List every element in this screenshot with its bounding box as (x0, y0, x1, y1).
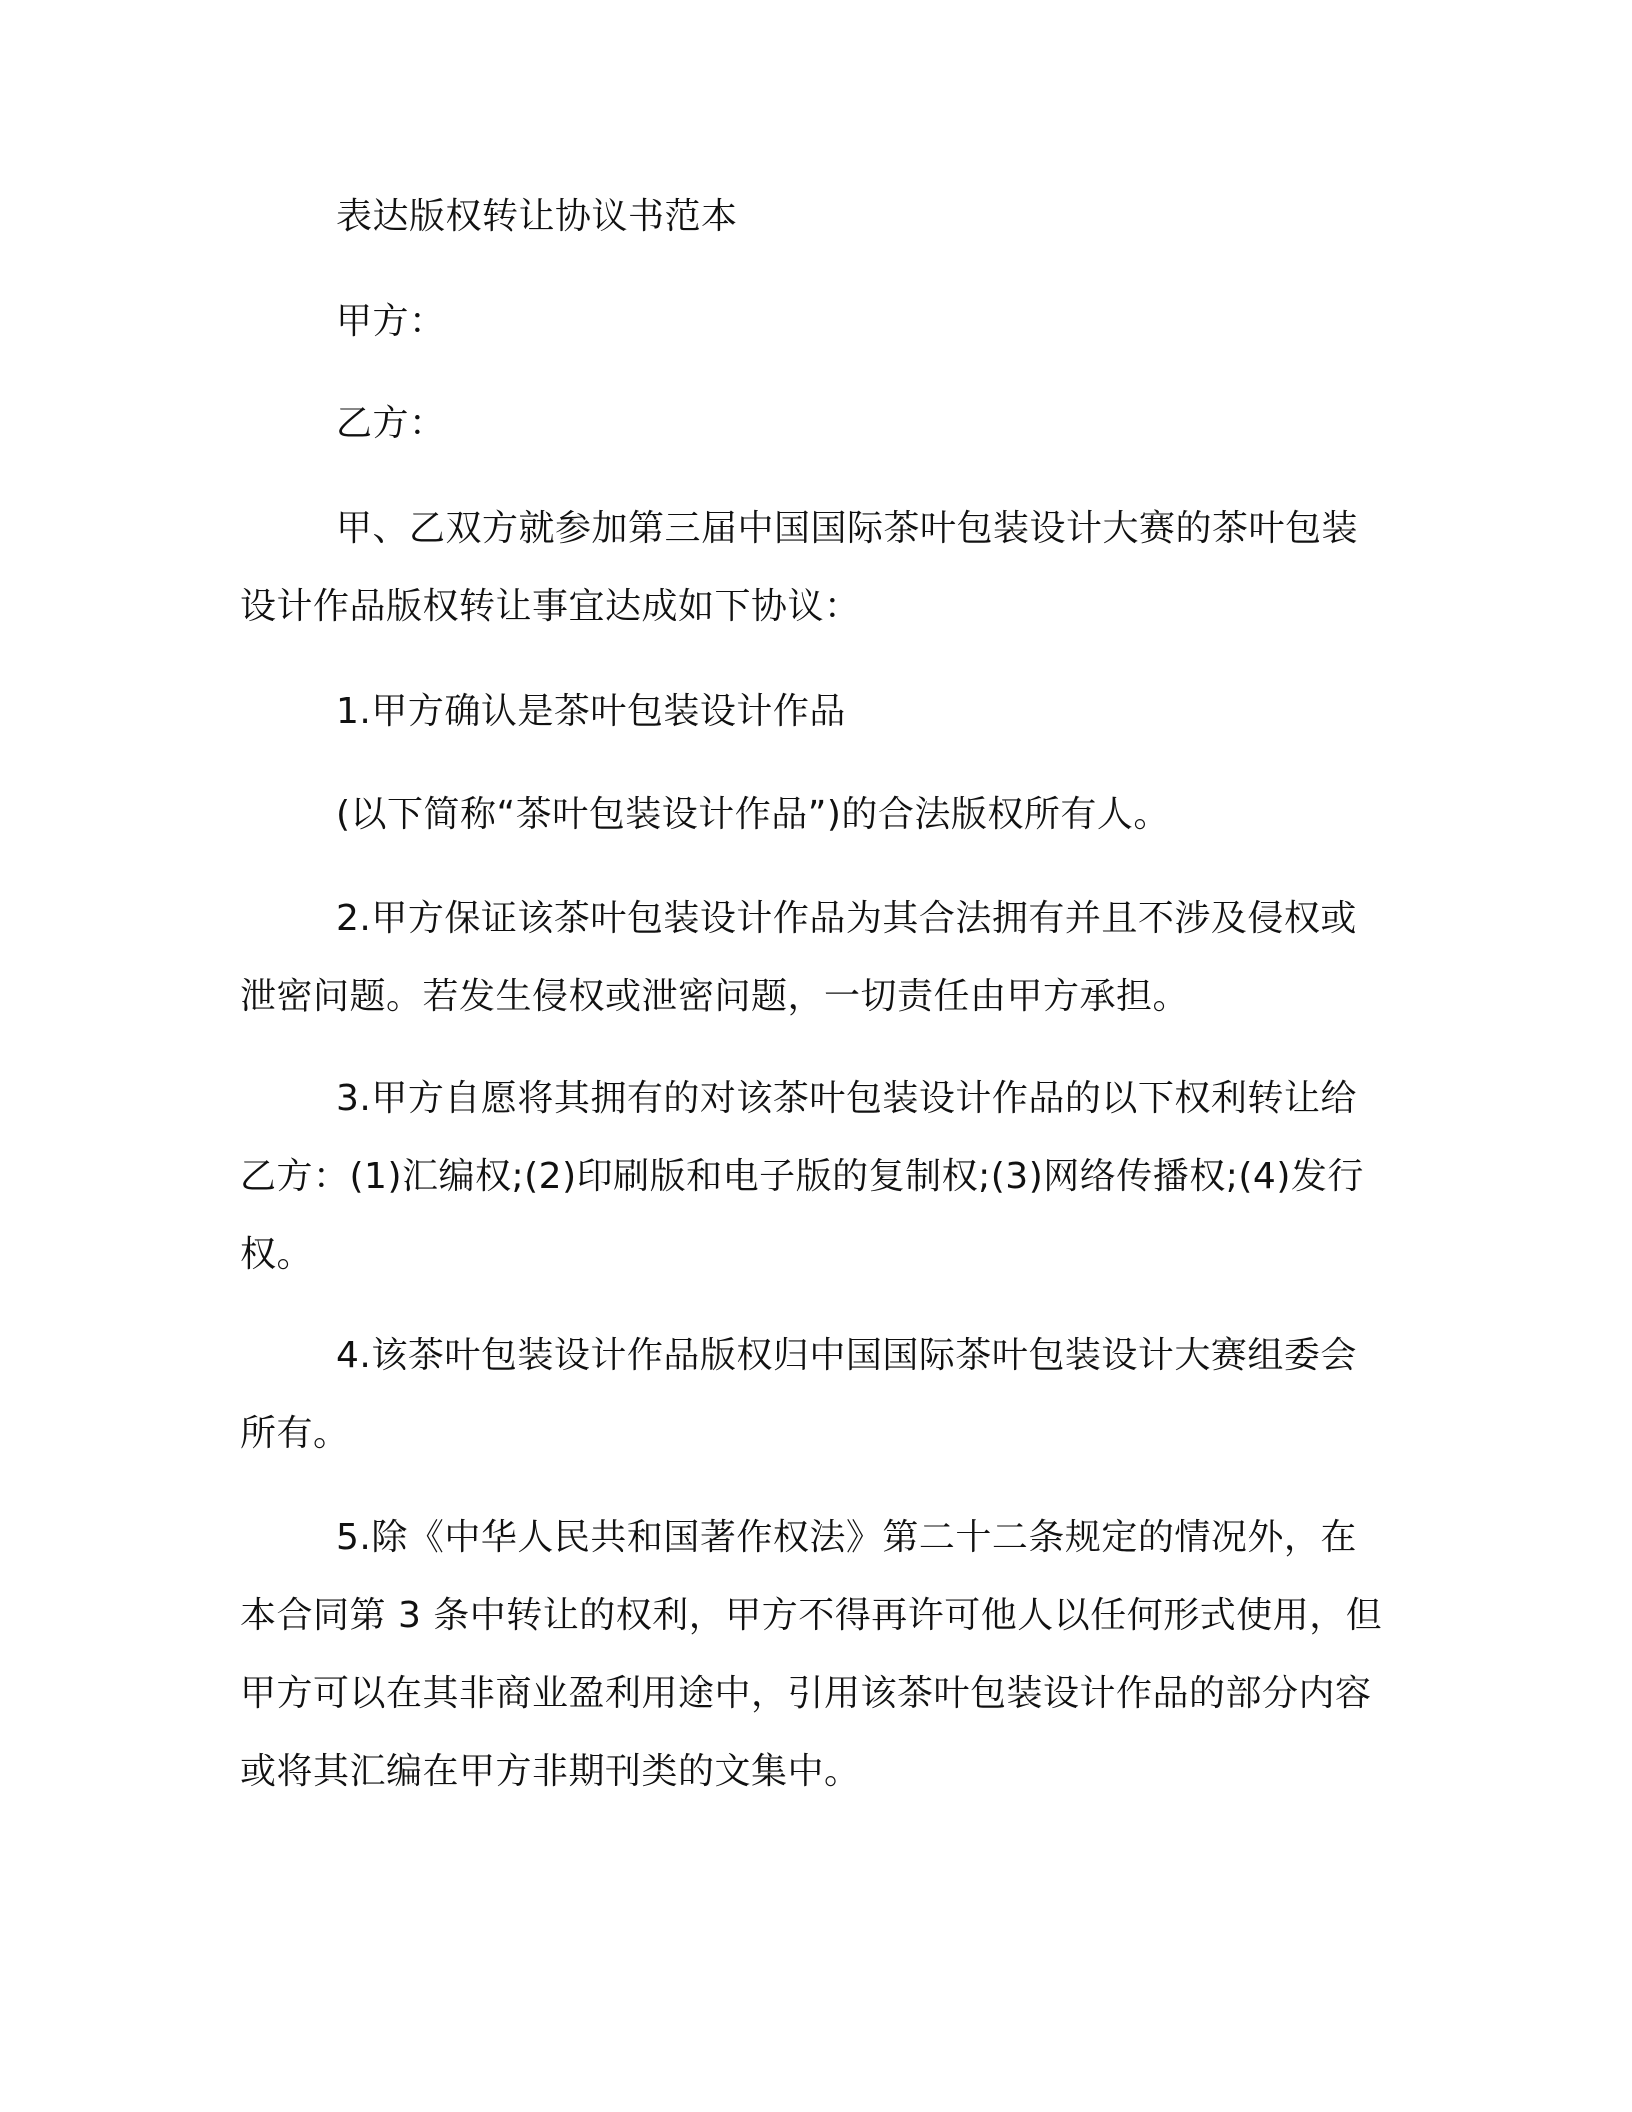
intro-paragraph: 甲、乙双方就参加第三届中国国际茶叶包装设计大赛的茶叶包装设计作品版权转让事宜达成如下协议： (240, 508, 1359, 627)
clause-3-paragraph: 3.甲方自愿将其拥有的对该茶叶包装设计作品的以下权利转让给乙方：(1)汇编权;(2)印刷版和电子版的复制权;(3)网络传播权;(4)发行权。 (240, 1078, 1364, 1275)
document-title: 表达版权转让协议书范本 (336, 196, 738, 237)
clause-5-paragraph: 5.除《中华人民共和国著作权法》第二十二条规定的情况外，在本合同第 3 条中转让的权利，甲方不得再许可他人以任何形式使用，但甲方可以在其非商业盈利用途中，引用该茶叶包装设计作品的部分内容或将其汇编在甲方非期刊类的文集中。 (240, 1517, 1383, 1792)
party-b-label: 乙方： (336, 403, 446, 444)
party-a-label: 甲方： (336, 301, 446, 342)
clause-1-continuation: (以下简称“茶叶包装设计作品”)的合法版权所有人。 (336, 794, 1170, 835)
clause-2-paragraph: 2.甲方保证该茶叶包装设计作品为其合法拥有并且不涉及侵权或泄密问题。若发生侵权或泄密问题，一切责任由甲方承担。 (240, 898, 1357, 1017)
clause-1-line: 1.甲方确认是茶叶包装设计作品 (336, 691, 846, 732)
clause-4-paragraph: 4.该茶叶包装设计作品版权归中国国际茶叶包装设计大赛组委会所有。 (240, 1335, 1357, 1454)
